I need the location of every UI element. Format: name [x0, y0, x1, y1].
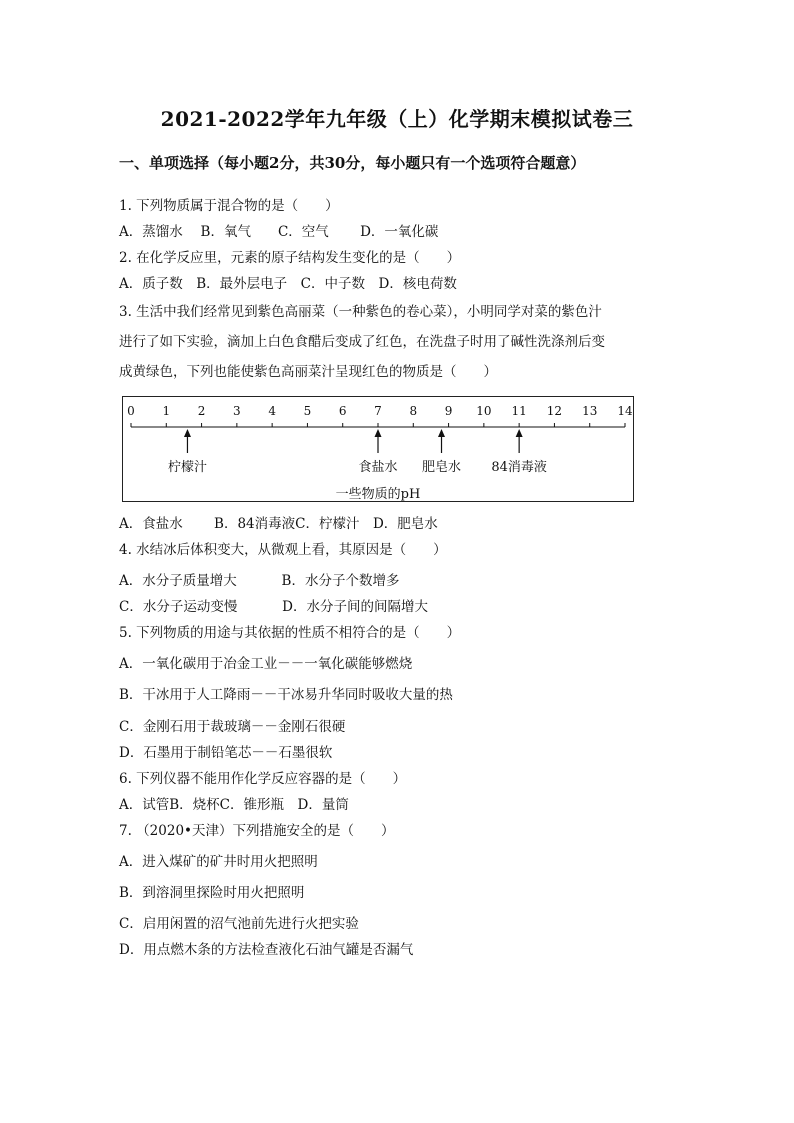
ph-tick-label: 13	[582, 404, 598, 418]
ph-tick-label: 11	[511, 404, 527, 418]
question-7-option-d: D．用点燃木条的方法检查液化石油气罐是否漏气	[119, 942, 414, 958]
ph-tick-label: 4	[268, 404, 276, 418]
ph-marker-label: 肥皂水	[422, 460, 462, 475]
ph-marker-label: 柠檬汁	[167, 460, 207, 475]
question-1-options: A．蒸馏水 B．氧气 C．空气 D．一氧化碳	[119, 224, 439, 240]
ph-tick-label: 9	[444, 404, 453, 418]
question-7: 7. （2020•天津）下列措施安全的是（ ）	[119, 823, 395, 839]
ph-tick-label: 12	[546, 404, 563, 418]
question-5-option-d: D．石墨用于制铅笔芯－－石墨很软	[119, 745, 333, 761]
question-3-line-2: 进行了如下实验，滴加上白色食醋后变成了红色，在洗盘子时用了碱性洗涤剂后变	[119, 334, 605, 350]
ph-tick-label: 0	[127, 404, 135, 418]
question-5-option-c: C．金刚石用于裁玻璃－－金刚石很硬	[119, 719, 346, 735]
section-heading: 一、单项选择（每小题2分，共30分，每小题只有一个选项符合题意）	[119, 154, 586, 172]
question-5: 5. 下列物质的用途与其依据的性质不相符合的是（ ）	[119, 625, 461, 641]
ph-marker-label: 食盐水	[358, 460, 398, 475]
ph-marker-arrowhead	[438, 429, 445, 437]
ph-caption: 一些物质的pH	[335, 487, 421, 502]
ph-tick-label: 2	[197, 404, 206, 418]
ph-tick-label: 10	[476, 404, 492, 418]
ph-tick-label: 14	[617, 404, 633, 418]
ph-tick-label: 1	[162, 404, 171, 418]
question-1: 1. 下列物质属于混合物的是（ ）	[119, 198, 339, 214]
question-4: 4. 水结冰后体积变大，从微观上看，其原因是（ ）	[119, 542, 447, 558]
question-6-options: A．试管B．烧杯C．锥形瓶 D．量筒	[119, 797, 349, 813]
question-2-options: A．质子数 B．最外层电子 C．中子数 D．核电荷数	[119, 276, 457, 292]
page-title: 2021-2022学年九年级（上）化学期末模拟试卷三	[160, 107, 634, 131]
question-4-options-cd: C．水分子运动变慢 D．水分子间的间隔增大	[119, 599, 428, 615]
ph-marker-arrowhead	[516, 429, 523, 437]
question-7-option-b: B．到溶洞里探险时用火把照明	[119, 885, 305, 901]
ph-marker-arrowhead	[375, 429, 382, 437]
ph-tick-label: 8	[409, 404, 418, 418]
question-4-options-ab: A．水分子质量增大 B．水分子个数增多	[119, 573, 400, 589]
ph-tick-label: 6	[338, 404, 347, 418]
ph-tick-label: 3	[233, 404, 241, 418]
question-3-options: A．食盐水 B．84消毒液C．柠檬汁 D．肥皂水	[119, 516, 438, 532]
question-7-option-c: C．启用闲置的沼气池前先进行火把实验	[119, 916, 359, 932]
question-5-option-b: B．干冰用于人工降雨－－干冰易升华同时吸收大量的热	[119, 687, 453, 703]
question-5-option-a: A．一氧化碳用于冶金工业－－一氧化碳能够燃烧	[119, 656, 413, 672]
ph-tick-label: 5	[303, 404, 312, 418]
question-3-line-1: 3. 生活中我们经常见到紫色高丽菜（一种紫色的卷心菜），小明同学对菜的紫色汁	[119, 304, 602, 320]
ph-marker-arrowhead	[184, 429, 191, 437]
question-3-line-3: 成黄绿色，下列也能使紫色高丽菜汁呈现红色的物质是（ ）	[119, 364, 497, 380]
question-7-option-a: A．进入煤矿的矿井时用火把照明	[119, 854, 318, 870]
ph-tick-label: 7	[374, 404, 382, 418]
ph-marker-label: 84消毒液	[491, 460, 547, 475]
ph-scale-figure	[122, 396, 634, 502]
question-6: 6. 下列仪器不能用作化学反应容器的是（ ）	[119, 771, 407, 787]
question-2: 2. 在化学反应里，元素的原子结构发生变化的是（ ）	[119, 250, 461, 266]
